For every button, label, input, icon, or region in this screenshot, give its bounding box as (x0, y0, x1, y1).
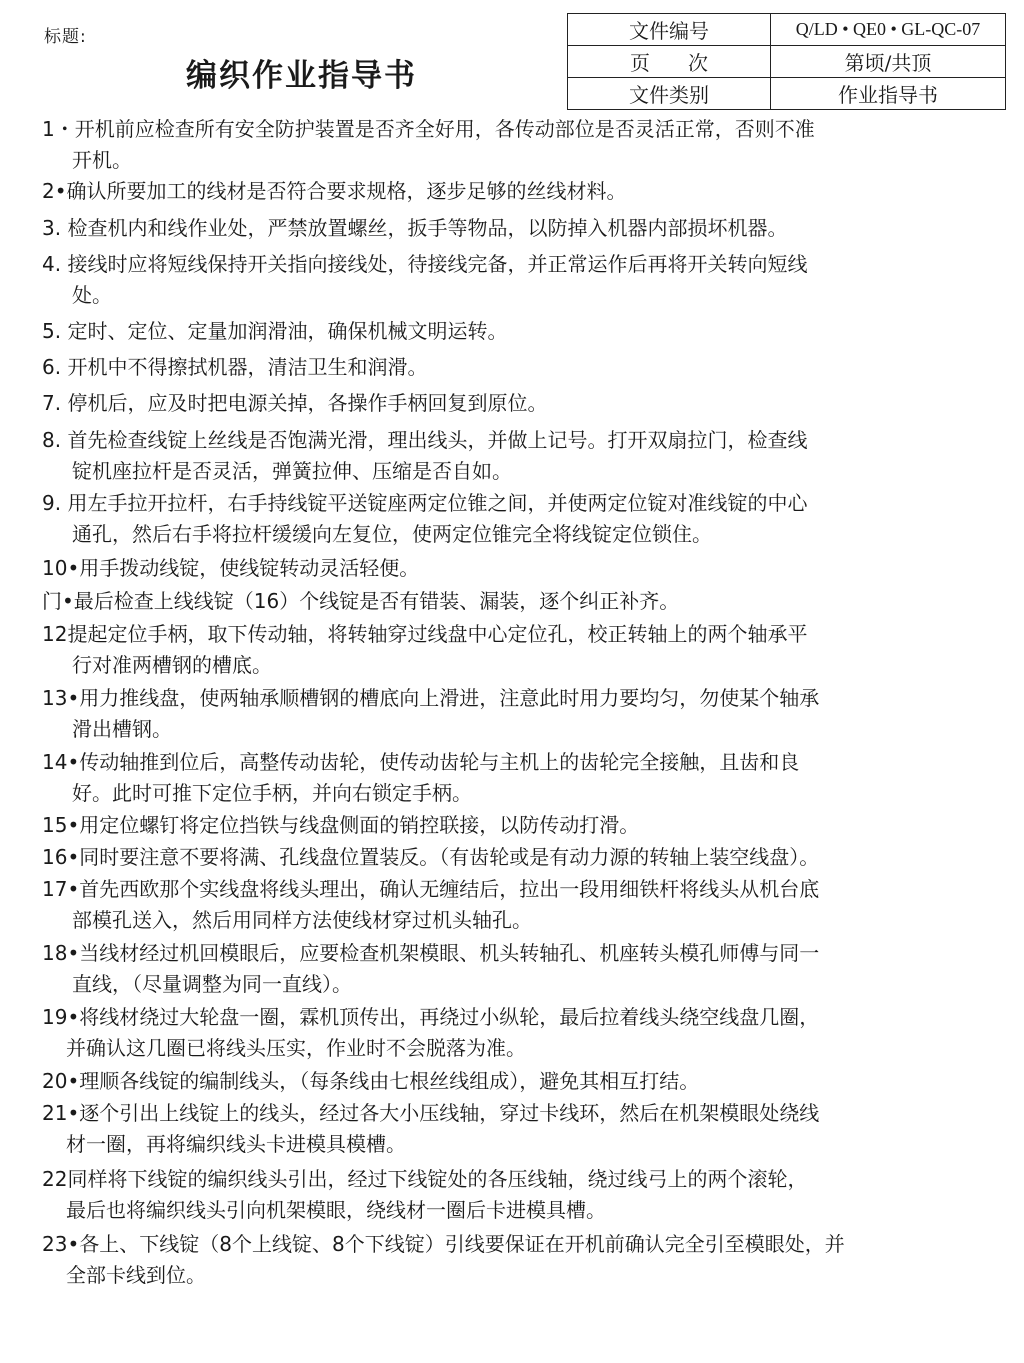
instruction-item-2: 2•确认所要加工的线材是否符合要求规格，逐步足够的丝线材料。 (42, 179, 627, 203)
instruction-item-8: 8. 首先检查线锭上丝线是否饱满光滑，理出线头，并做上记号。打开双扇拉门，检查线 锭机座拉杆是否灵活，弹簧拉伸、压缩是否自如。 (42, 428, 808, 483)
instruction-item-7: 7. 停机后，应及时把电源关掉，各操作手柄回复到原位。 (42, 391, 548, 415)
instruction-item-17: 17•首先西欧那个实线盘将线头理出，确认无缠结后，拉出一段用细铁杆将线头从机台底 部模孔送入，然后用同样方法使线材穿过机头轴孔。 (42, 877, 820, 932)
instruction-item-20: 20•理顺各线锭的编制线头，（每条线由七根丝线组成），避免其相互打结。 (42, 1069, 700, 1093)
info-value-page: 第顷/共顶 (771, 46, 1006, 78)
title-label: 标题: (44, 27, 87, 47)
instruction-item-16: 16•同时要注意不要将满、孔线盘位置装反。（有齿轮或是有动力源的转轴上装空线盘）。 (42, 845, 820, 869)
instruction-item-10: 10•用手拨动线锭，使线锭转动灵活轻便。 (42, 556, 420, 580)
document-info-table (567, 13, 1006, 110)
instruction-item-13: 13•用力推线盘，使两轴承顺槽钢的槽底向上滑进，注意此时用力要均匀，勿使某个轴承 滑出槽钢。 (42, 686, 820, 741)
instruction-item-4: 4. 接线时应将短线保持开关指向接线处，待接线完备，并正常运作后再将开关转向短线 处。 (42, 252, 808, 307)
instruction-item-14: 14•传动轴推到位后，高整传动齿轮，使传动齿轮与主机上的齿轮完全接触，且齿和良 好。此时可推下定位手柄，并向右锁定手柄。 (42, 750, 800, 805)
info-key-doc-number: 文件编号 (568, 14, 771, 46)
info-row-doc-number (568, 14, 1006, 46)
instruction-item-23: 23•各上、下线锭（8个上线锭、8个下线锭）引线要保证在开机前确认完全引至模眼处，并 全部卡线到位。 (42, 1232, 845, 1287)
info-value-doc-category: 作业指导书 (771, 78, 1006, 110)
instruction-item-9: 9. 用左手拉开拉杆，右手持线锭平送锭座两定位锥之间，并使两定位锭对准线锭的中心 通孔，然后右手将拉杆缓缓向左复位，使两定位锥完全将线锭定位锁住。 (42, 491, 808, 546)
info-value-doc-number: Q/LD • QE0 • GL-QC-07 (771, 14, 1006, 46)
info-key-doc-category: 文件类别 (568, 78, 771, 110)
instruction-item-11: 门•最后检查上线线锭（16）个线锭是否有错装、漏装，逐个纠正补齐。 (42, 589, 680, 613)
instruction-item-15: 15•用定位螺钉将定位挡铁与线盘侧面的销控联接，以防传动打滑。 (42, 813, 640, 837)
info-row-doc-category (568, 78, 1006, 110)
info-key-page: 页次 (568, 46, 771, 78)
document-title: 编织作业指导书 (186, 58, 417, 94)
instruction-item-5: 5. 定时、定位、定量加润滑油，确保机械文明运转。 (42, 319, 508, 343)
instruction-item-1: 1・开机前应检查所有安全防护装置是否齐全好用，各传动部位是否灵活正常，否则不准 开机。 (42, 117, 815, 172)
info-row-page (568, 46, 1006, 78)
instruction-item-3: 3. 检查机内和线作业处，严禁放置螺丝，扳手等物品，以防掉入机器内部损坏机器。 (42, 216, 788, 240)
instruction-item-21: 21•逐个引出上线锭上的线头，经过各大小压线轴，穿过卡线环，然后在机架模眼处绕线 材一圈，再将编织线头卡进模具模槽。 (42, 1101, 820, 1156)
instruction-item-19: 19•将线材绕过大轮盘一圈，霖机顶传出，再绕过小纵轮，最后拉着线头绕空线盘几圈， 并确认这几圈已将线头压实，作业时不会脱落为准。 (42, 1005, 820, 1060)
instruction-item-6: 6. 开机中不得擦拭机器，清洁卫生和润滑。 (42, 355, 428, 379)
instruction-item-12: 12提起定位手柄，取下传动轴，将转轴穿过线盘中心定位孔，校正转轴上的两个轴承平 行对准两槽钢的槽底。 (42, 622, 808, 677)
instruction-item-22: 22同样将下线锭的编织线头引出，经过下线锭处的各压线轴，绕过线弓上的两个滚轮， 最后也将编织线头引向机架模眼，绕线材一圈后卡进模具槽。 (42, 1167, 808, 1222)
instruction-item-18: 18•当线材经过机回模眼后，应要检查机架模眼、机头转轴孔、机座转头模孔师傅与同一 直线，（尽量调整为同一直线）。 (42, 941, 820, 996)
